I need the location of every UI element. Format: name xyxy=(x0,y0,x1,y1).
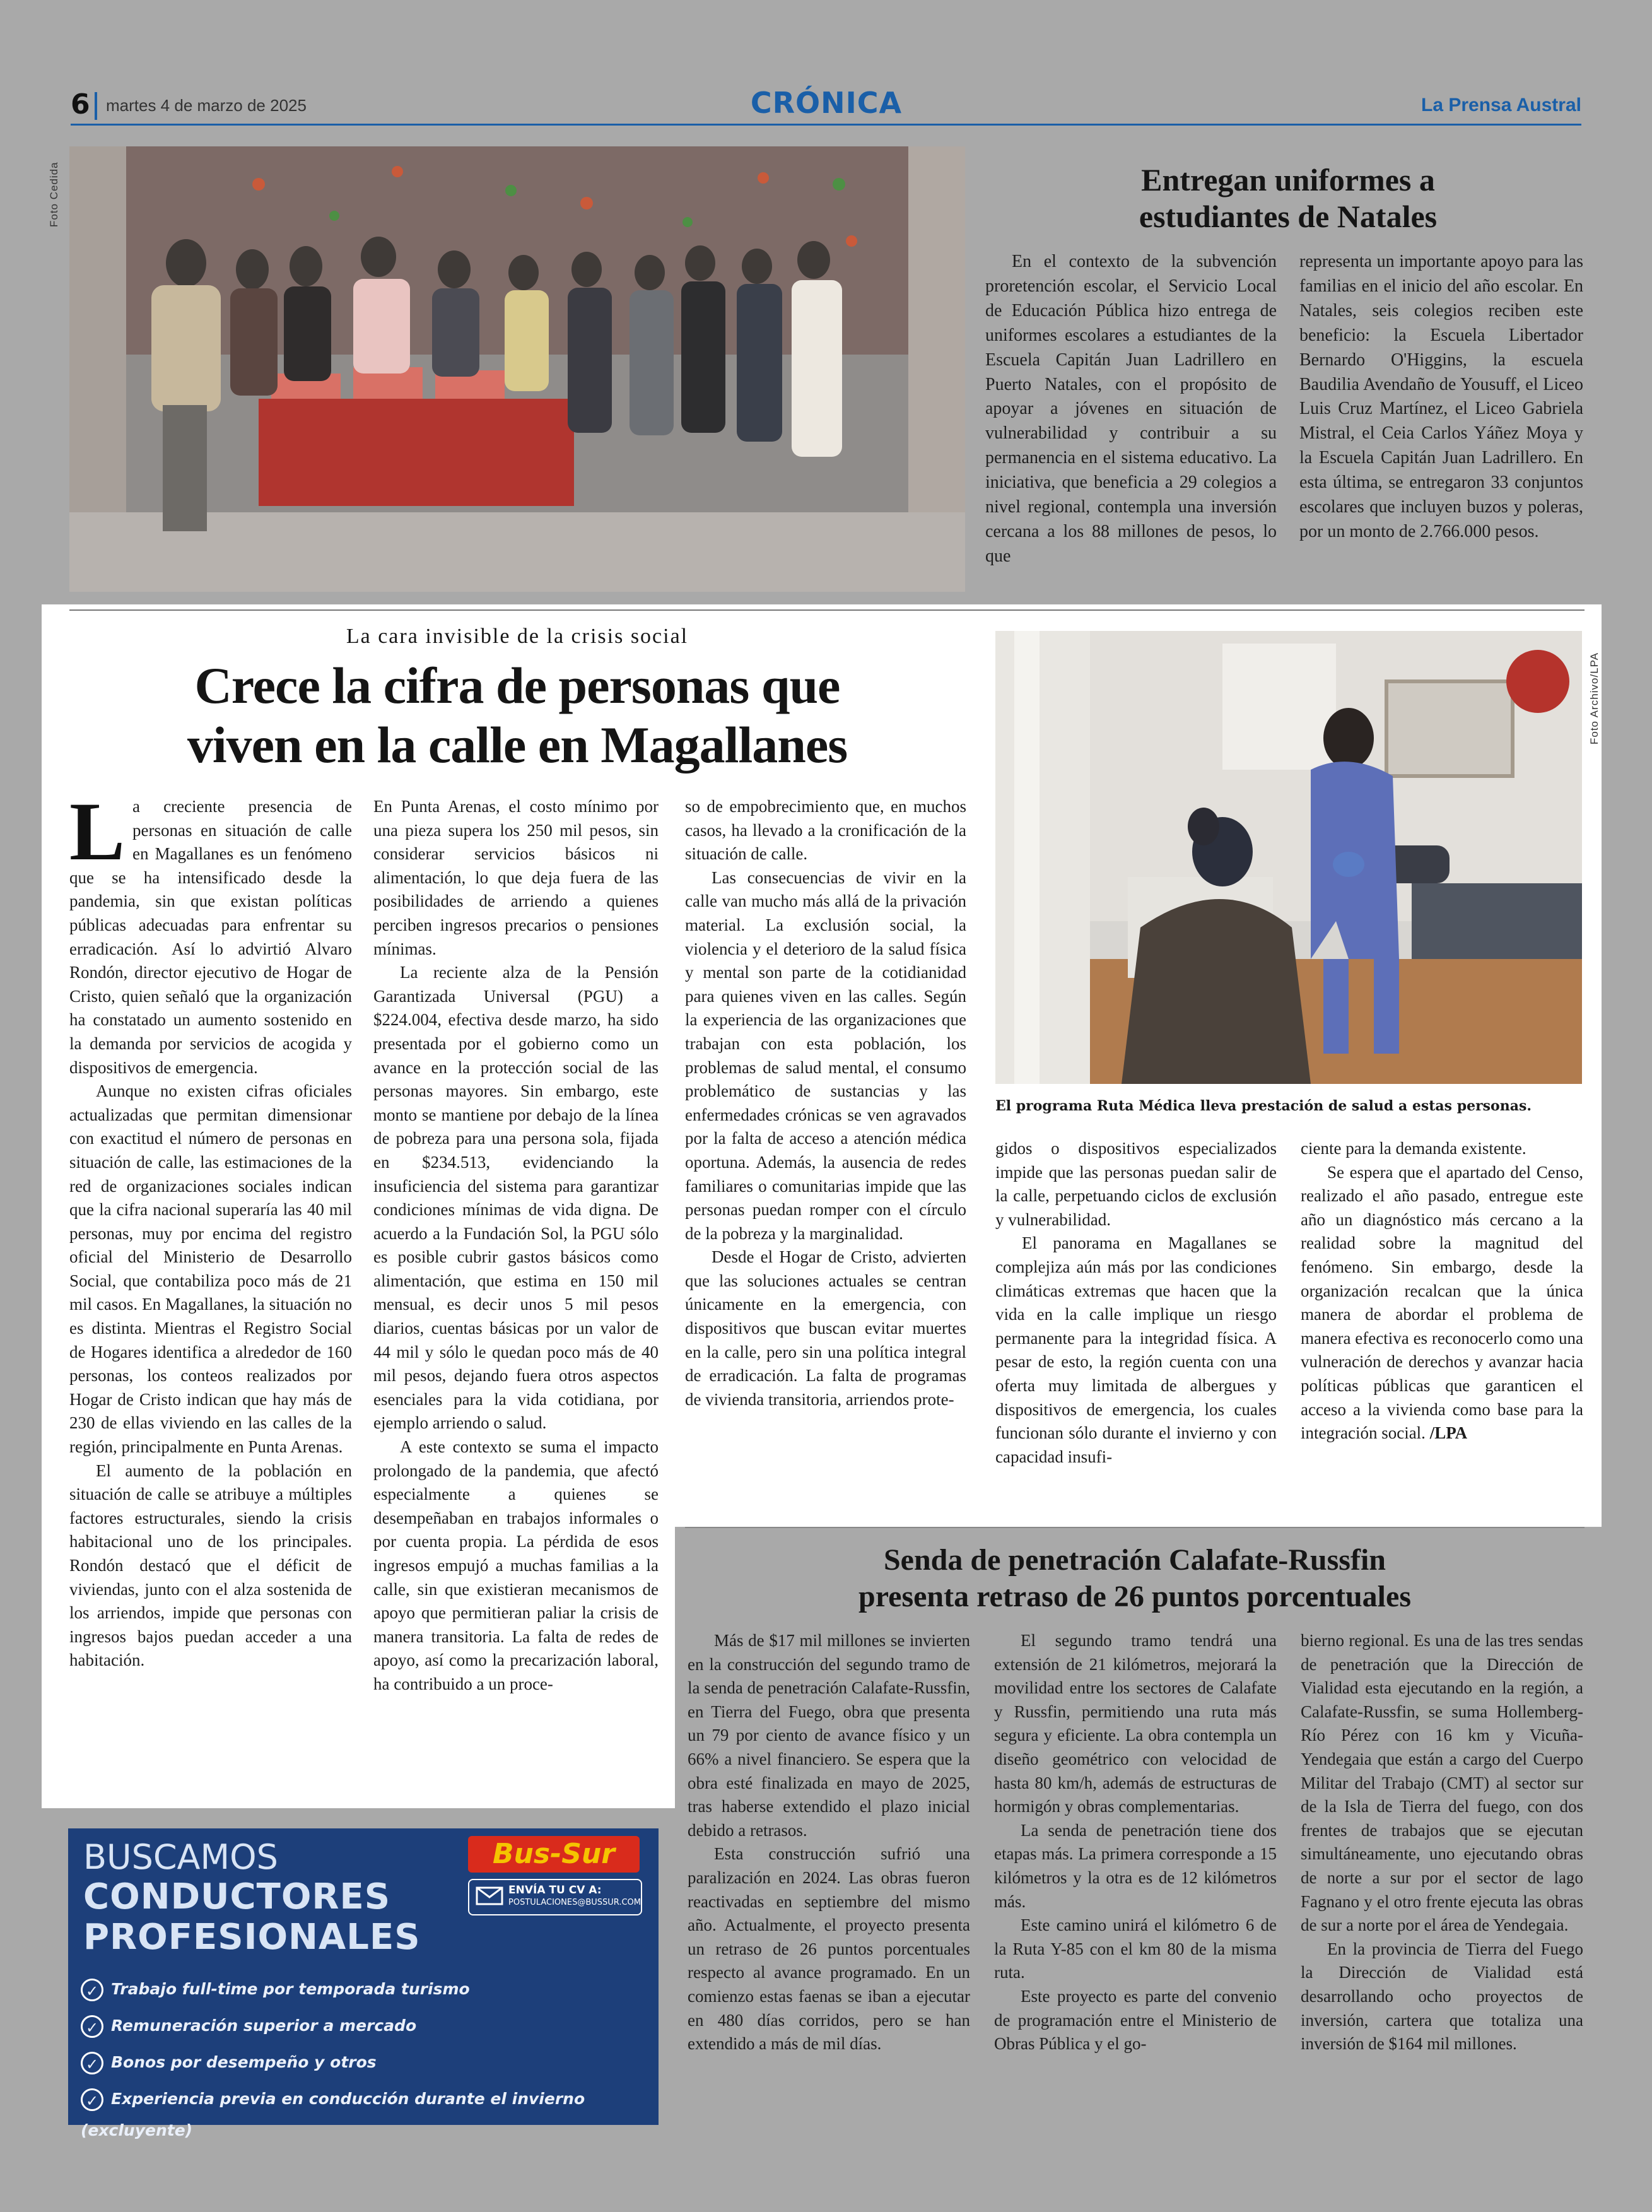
bus-sur-logo: Bus-Sur xyxy=(468,1836,640,1873)
story1-headline-line2: estudiantes de Natales xyxy=(1139,199,1438,234)
panel-rule xyxy=(69,609,1585,611)
story2-paragraph-text: Se espera que el apartado del Censo, realizado el año pasado, entregue este año un diagnóstico más cercano a la realidad sobre la magnitud del fenómeno. Sin embargo, desde la organización recalcan que la única manera de abordar el problema de manera efectiva es reconocerlo como una vulneración de derechos y avanzar hacia políticas públicas que garanticen el acceso a la vivienda como base para la integración social. xyxy=(1301,1162,1583,1443)
envelope-icon xyxy=(476,1886,503,1905)
bus-sur-job-ad[interactable] xyxy=(68,1828,659,2139)
ad-headline-1: BUSCAMOS xyxy=(83,1837,278,1877)
story3-paragraph: Este camino unirá el kilómetro 6 de la Ruta Y-85 con el km 80 de la misma ruta. xyxy=(994,1915,1277,1982)
photo-credit: Foto Archivo/LPA xyxy=(1588,652,1600,744)
section-title: CRÓNICA xyxy=(750,86,903,120)
dropcap: L xyxy=(69,785,126,878)
photo-caption: El programa Ruta Médica lleva prestación de salud a estas personas. xyxy=(995,1098,1532,1114)
ad-headline-3: PROFESIONALES xyxy=(83,1917,421,1958)
story1-headline xyxy=(992,162,1585,235)
story3-paragraph: Este proyecto es parte del convenio de programación entre el Ministerio de Obras Pública y el go- xyxy=(994,1986,1277,2054)
story1-paragraph: representa un importante apoyo para las familias en el inicio del año escolar. En Natales, seis colegios reciben este beneficio: la Escuela Libertador Bernardo O'Higgins, la escuela Baudilia Avendaño de Yousuff, el Liceo Luis Cruz Martínez, el Liceo Gabriela Mistral, el Ceia Carlos Yáñez Moya y la Escuela Capitán Juan Ladrillero. En esta última, se entregaron 33 conjuntos escolares que incluyen buzos y poleras, por un monto de 2.766.000 pesos. xyxy=(1299,252,1583,541)
story2-paragraph: El aumento de la población en situación de calle se atribuye a múltiples factores estructurales, siendo la crisis habitacional uno de los principales. Rondón destacó que el déficit de viviendas, junto con el alza sostenida de los arriendos, impide que personas con ingresos bajos puedan acceder a una habitación. xyxy=(69,1461,352,1670)
story1-paragraph: En el contexto de la subvención proretención escolar, el Servicio Local de Educación Pública hizo entrega de uniformes escolares a estudiantes de la Escuela Capitán Juan Ladrillero en Puerto Natales, con el propósito de apoyar a jóvenes en situación de vulnerabilidad y contribuir a su permanencia en el sistema educativo. La iniciativa, que beneficia a 29 colegios a nivel regional, contempla una inversión cercana a los 88 millones de pesos, lo que xyxy=(985,252,1277,566)
story2-paragraph: Desde el Hogar de Cristo, advierten que las soluciones actuales se centran únicamente en la emergencia, con dispositivos que buscan evitar muertes en la calle, pero sin una política integral de erradicación. La falta de programas de vivienda transitoria, arriendos prote- xyxy=(685,1247,966,1409)
story3-column-1 xyxy=(688,1629,970,2056)
ad-benefit-text: Trabajo full-time por temporada turismo xyxy=(111,1980,470,1998)
story2-paragraph: El panorama en Magallanes se complejiza aún más por las condiciones climáticas extremas que hacen que la vida en la calle implique un riesgo permanente para la integridad física. A pesar de esto, la región cuenta con una oferta muy limitada de albergues y dispositivos de emergencia, los cuales funcionan sólo durante el invierno y con capacidad insufi- xyxy=(995,1233,1277,1466)
story2-column-4 xyxy=(995,1137,1277,1469)
ruta-medica-photo xyxy=(995,631,1582,1084)
cv-contact-box[interactable] xyxy=(468,1879,642,1915)
uniforms-group-photo xyxy=(69,146,965,592)
story2-paragraph-text: a creciente presencia de personas en situación de calle en Magallanes es un fenómeno que se ha intensificado desde la pandemia, sin que existan políticas públicas adecuadas para enfrentar su erradicación. Así lo advirtió Alvaro Rondón, director ejecutivo de Hogar de Cristo, quien señaló que la organización ha constatado un aumento sostenido en la demanda por servicios de acogida y dispositivos de emergencia. xyxy=(69,797,352,1077)
story1-headline-line1: Entregan uniformes a xyxy=(1141,162,1435,197)
story1-column-2 xyxy=(1299,250,1583,544)
ad-benefit-text: Remuneración superior a mercado xyxy=(111,2016,417,2035)
story3-column-2 xyxy=(994,1629,1277,2056)
check-circle-icon: ✓ xyxy=(81,2088,103,2111)
story1-column-1 xyxy=(985,250,1277,569)
cv-email[interactable]: POSTULACIONES@BUSSUR.COM xyxy=(508,1898,641,1907)
story3-paragraph: El segundo tramo tendrá una extensión de 21 kilómetros, mejorará la movilidad entre los sectores de Calafate y Russfin, permitiendo una ruta más segura y eficiente. La obra contempla un diseño geométrico con velocidad de hasta 80 km/h, además de estructuras de hormigón y obras complementarias. xyxy=(994,1631,1277,1816)
story3-headline xyxy=(685,1542,1585,1615)
story3-headline-line1: Senda de penetración Calafate-Russfin xyxy=(883,1543,1386,1577)
story3-paragraph: La senda de penetración tiene dos etapas más. La primera corresponde a 15 kilómetros y la otra es de 12 kilómetros más. xyxy=(994,1820,1277,1911)
story2-paragraph: ciente para la demanda existente. xyxy=(1301,1139,1526,1158)
story2-kicker: La cara invisible de la crisis social xyxy=(346,625,689,648)
story2-paragraph xyxy=(1301,1161,1583,1445)
story3-headline-line2: presenta retraso de 26 puntos porcentuales xyxy=(858,1580,1411,1613)
story2-paragraph: Aunque no existen cifras oficiales actualizadas que permitan dimensionar con exactitud el número de personas en situación de calle, las estimaciones de la red de organizaciones sociales indican que la cifra nacional superaría las 40 mil personas, muy por encima del registro oficial del Ministerio de Desarrollo Social, que contabiliza poco más de 21 mil casos. En Magallanes, la situación no es distinta. Mientras el Registro Social de Hogares identifica a alrededor de 160 personas, los conteos realizados por Hogar de Cristo indican que hay más de 230 de ellas viviendo en las calles de la región, principalmente en Punta Arenas. xyxy=(69,1081,352,1457)
story3-paragraph: En la provincia de Tierra del Fuego la Dirección de Vialidad está desarrollando ocho proyectos de inversión, cartera que totaliza una inversión de $164 mil millones. xyxy=(1301,1939,1583,2054)
ad-benefit-text: Experiencia previa en conducción durante el invierno (excluyente) xyxy=(81,2090,585,2139)
ad-headline-2: CONDUCTORES xyxy=(83,1876,391,1917)
story2-paragraph: gidos o dispositivos especializados impide que las personas puedan salir de la calle, perpetuando ciclos de exclusión y vulnerabilidad. xyxy=(995,1139,1277,1229)
story2-paragraph: Las consecuencias de vivir en la calle van mucho más allá de la privación material. La exclusión social, la violencia y el deterioro de la salud física y mental son parte de la cotidianidad para quienes viven en las calles. Según la experiencia de las organizaciones que trabajan con esta población, los problemas de salud mental, el consumo problemático de sustancias y las enfermedades crónicas se ven agravados por la falta de acceso a atención médica oportuna. Además, la ausencia de redes familiares o comunitarias impide que las personas puedan romper con el círculo de la pobreza y la marginalidad. xyxy=(685,868,966,1243)
story2-headline xyxy=(69,656,965,775)
story2-column-3 xyxy=(685,795,966,1411)
story2-paragraph xyxy=(69,785,352,1080)
story3-rule xyxy=(685,1527,1585,1528)
page-number: 6 xyxy=(71,88,90,121)
cv-label: ENVÍA TU CV A: xyxy=(508,1884,602,1897)
story3-paragraph: Más de $17 mil millones se invierten en la construcción del segundo tramo de la senda de penetración Calafate-Russfin, en Tierra del Fuego, obra que presenta un 79 por ciento de avance físico y un 66% a nivel financiero. Se espera que la obra esté finalizada en mayo de 2025, tras haberse extendido el plazo inicial debido a retrasos. xyxy=(688,1631,970,1840)
ad-benefit-item xyxy=(81,2047,377,2078)
story2-column-2 xyxy=(373,795,659,1697)
ad-benefit-item xyxy=(81,2083,659,2139)
check-circle-icon: ✓ xyxy=(81,1979,103,2001)
newspaper-name: La Prensa Austral xyxy=(1421,95,1581,115)
story2-paragraph: A este contexto se suma el impacto prolongado de la pandemia, que afectó especialmente a quienes se desempeñaban en trabajos informales o por cuenta propia. La pérdida de esos ingresos empujó a muchas familias a la calle, sin que existieran mecanismos de apoyo que permitieran paliar la crisis de manera transitoria. La falta de redes de apoyo, así como la precarización laboral, ha contribuido a un proce- xyxy=(373,1437,659,1693)
story2-paragraph: La reciente alza de la Pensión Garantizada Universal (PGU) a $224.004, efectiva desde marzo, ha sido presentada por el gobierno como un avance en la protección social de las personas mayores. Sin embargo, este monto se mantiene por debajo de la línea de pobreza para una persona sola, fijada en $234.513, evidenciando la insuficiencia del sistema para garantizar condiciones mínimas de vida digna. De acuerdo a la Fundación Sol, la PGU sólo es posible cubrir gastos básicos como alimentación, que estima en 150 mil mensual, es decir unos 5 mil pesos diarios, cuentas básicas por un valor de 44 mil y sólo le quedan poco más de 40 mil pesos, dejando fuera otros aspectos esenciales para la vida cotidiana, por ejemplo arriendo o salud. xyxy=(373,963,659,1433)
ad-benefit-text: Bonos por desempeño y otros xyxy=(111,2053,377,2071)
ad-benefit-item xyxy=(81,1974,470,2005)
story2-headline-line2: viven en la calle en Magallanes xyxy=(187,716,848,774)
story3-paragraph: Esta construcción sufrió una paralización en 2024. Las obras fueron reactivadas en septiembre del mismo año. Actualmente, el proyecto presenta un retraso de 26 puntos porcentuales respecto al avance programado. En un comienzo estas faenas se iban a ejecutar en 480 días corridos, pero se han extendido a más de mil días. xyxy=(688,1844,970,2054)
story2-column-1 xyxy=(69,785,352,1673)
story2-paragraph: so de empobrecimiento que, en muchos casos, ha llevado a la cronificación de la situación de calle. xyxy=(685,797,966,864)
story3-paragraph: bierno regional. Es una de las tres sendas de penetración que la Dirección de Vialidad esta ejecutando en la región, a Calafate-Russfin, se suma Hollemberg-Río Pérez con 16 km y Vicuña-Yendegaia que están a cargo del Cuerpo Militar del Trabajo (CMT) al sector sur de la Isla de Tierra del fuego, con dos frentes de trabajos que se ejecutan simultáneamente, uno ejecutando obras de norte a sur por el sector de lago Fagnano y el otro frente ejecuta las obras de sur a norte por el área de Yendegaia. xyxy=(1301,1631,1583,1935)
header-divider xyxy=(95,92,97,120)
byline-signoff: /LPA xyxy=(1429,1423,1468,1443)
issue-date: martes 4 de marzo de 2025 xyxy=(106,96,307,115)
story2-column-5 xyxy=(1301,1137,1583,1445)
story3-column-3 xyxy=(1301,1629,1583,2056)
check-circle-icon: ✓ xyxy=(81,2052,103,2074)
check-circle-icon: ✓ xyxy=(81,2015,103,2038)
header-rule xyxy=(71,124,1581,126)
photo-credit: Foto Cedida xyxy=(48,162,60,227)
story2-paragraph: En Punta Arenas, el costo mínimo por una pieza supera los 250 mil pesos, sin considerar servicios básicos ni alimentación, lo que deja fuera de las posibilidades de arriendo a quienes perciben ingresos precarios o pensiones mínimas. xyxy=(373,797,659,958)
ad-benefit-item xyxy=(81,2010,416,2042)
story2-headline-line1: Crece la cifra de personas que xyxy=(194,657,840,714)
